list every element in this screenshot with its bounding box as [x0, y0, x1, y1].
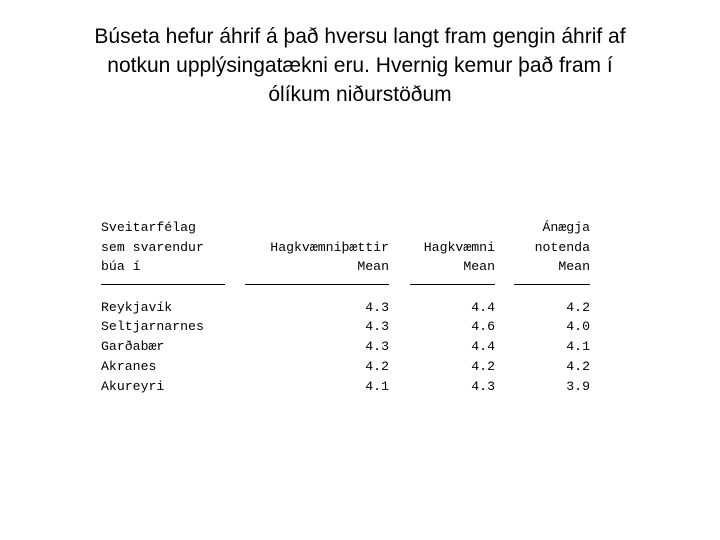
table-cell: 4.1	[566, 339, 590, 355]
column-header-line: Sveitarfélag	[101, 220, 196, 235]
table-cell: Reykjavík	[101, 299, 173, 315]
column-efficiency	[410, 218, 495, 396]
column-user-satisfaction	[514, 218, 590, 396]
column-header-line	[410, 218, 495, 238]
table-cell: 4.3	[365, 319, 389, 335]
table-cell: 4.3	[365, 339, 389, 355]
table-cell: 4.2	[566, 358, 590, 374]
title-line-2: notkun upplýsingatækni eru. Hvernig kemur það fram í	[107, 54, 613, 77]
column-header-line	[245, 218, 389, 238]
table-cell: Garðabær	[101, 339, 165, 355]
header-rule	[245, 277, 389, 285]
table-cell: 4.4	[471, 339, 495, 355]
column-header-line: búa í	[101, 259, 141, 275]
column-header-line: notenda	[534, 239, 590, 255]
table-cell: 4.4	[471, 299, 495, 315]
table-cell: 4.3	[471, 378, 495, 394]
table-cell: 4.1	[365, 378, 389, 394]
table-cell: Akureyri	[101, 378, 165, 394]
table-cell: 3.9	[566, 378, 590, 394]
column-efficiency-factors	[245, 218, 389, 396]
table-cell: 4.0	[566, 319, 590, 335]
table-cell: 4.2	[365, 358, 389, 374]
column-header-line: Hagkvæmniþættir	[270, 239, 389, 255]
slide-title	[20, 22, 700, 109]
column-header-line: sem svarendur	[101, 239, 204, 255]
header-rule	[410, 277, 495, 285]
table-cell: 4.2	[566, 299, 590, 315]
table-cell: Akranes	[101, 358, 157, 374]
table-cell: 4.2	[471, 358, 495, 374]
column-header-line: Mean	[558, 259, 590, 275]
title-line-1: Búseta hefur áhrif á það hversu langt fram gengin áhrif af	[94, 25, 626, 48]
title-line-3: ólíkum niðurstöðum	[268, 83, 452, 106]
header-rule	[514, 277, 590, 285]
column-header-line: Ánægja	[542, 220, 590, 235]
header-rule	[101, 277, 225, 285]
table-cell: 4.6	[471, 319, 495, 335]
column-header-line: Hagkvæmni	[423, 239, 495, 255]
column-header-line: Mean	[357, 259, 389, 275]
table-cell: Seltjarnarnes	[101, 319, 204, 335]
column-municipality	[101, 218, 225, 396]
table-cell: 4.3	[365, 299, 389, 315]
column-header-line: Mean	[463, 259, 495, 275]
